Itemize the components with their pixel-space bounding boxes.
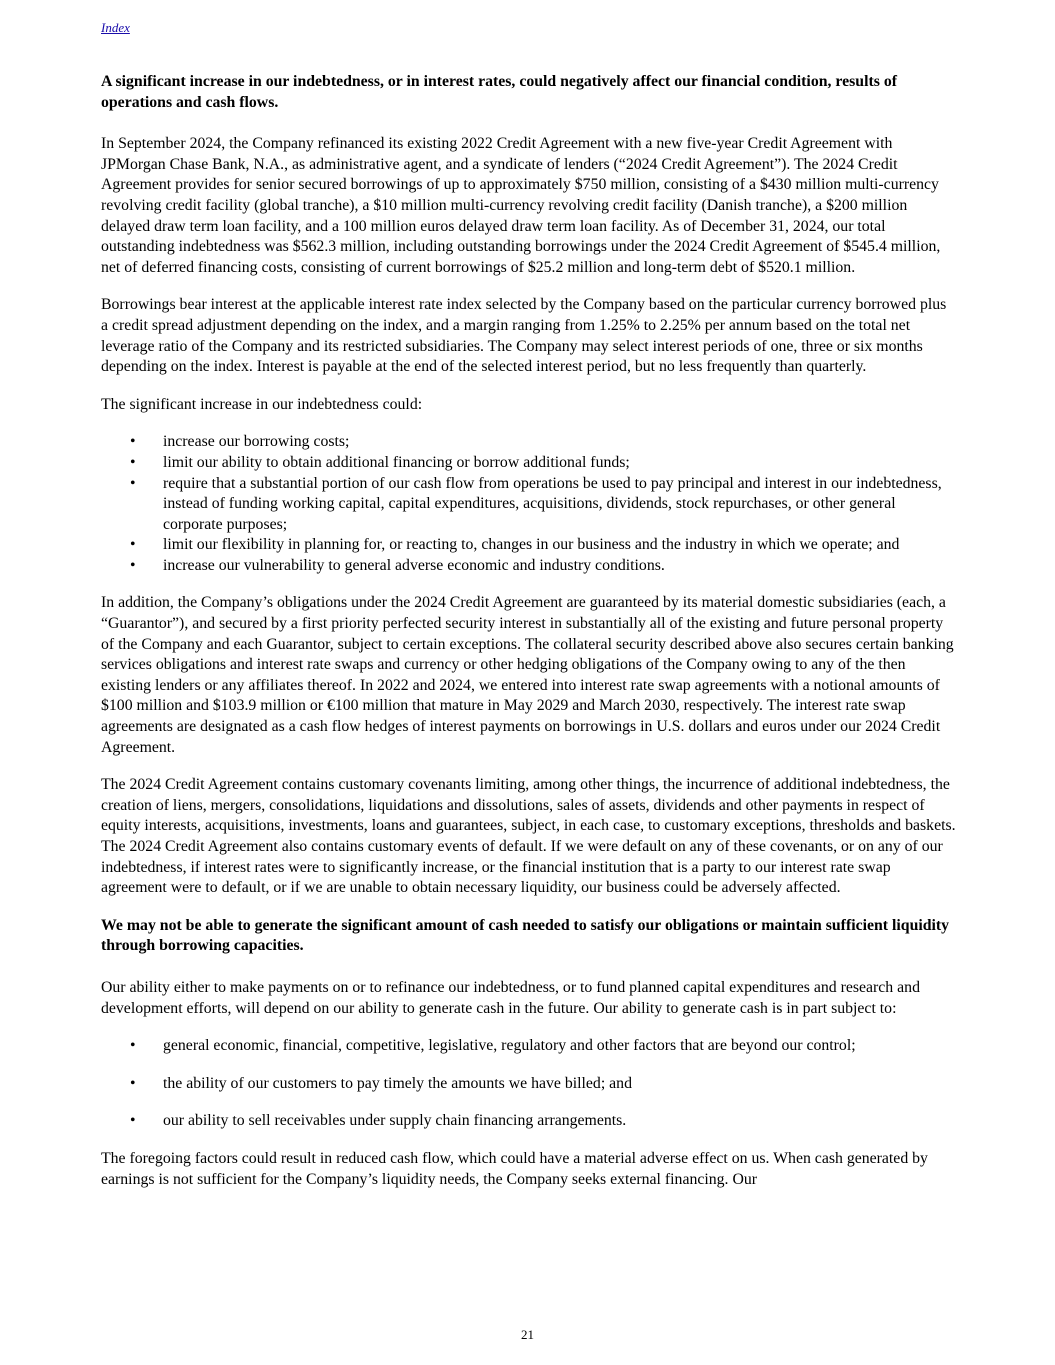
paragraph-closing: The foregoing factors could result in reduced cash flow, which could have a material adverse effect on us. When cash generated by earnings is not sufficient for the Company’s liquidity needs, the Company seeks external financing. Our [101,1149,928,1188]
bullet-icon: • [130,1037,136,1055]
list-item: • limit our flexibility in planning for, or reacting to, changes in our business and the industry in which we operate; and [101,535,956,556]
bullet-icon: • [130,1112,136,1130]
paragraph-credit-agreement: In September 2024, the Company refinanced its existing 2022 Credit Agreement with a new five-year Credit Agreement with JPMorgan Chase Bank, N.A., as administrative agent, and a syndicate of lenders (“2024 Credit Agreement”). The 2024 Credit Agreement provides for senior secured borrowings of up to approximately $750 million, consisting of a $430 million multi-currency revolving credit facility (global tranche), a $10 million multi-currency revolving credit facility (Danish tranche), a $200 million delayed draw term loan facility, and a 100 million euros delayed draw term loan facility. As of December 31, 2024, our total outstanding indebtedness was $562.3 million, including outstanding borrowings under the 2024 Credit Agreement of $545.4 million, net of deferred financing costs, consisting of current borrowings of $25.2 million and long-term debt of $520.1 million. [101,135,941,276]
paragraph-cash-generation: Our ability either to make payments on or to refinance our indebtedness, or to fund planned capital expenditures and research and development efforts, will depend on our ability to generate cash in the future. Our ability to generate cash is in part subject to: [101,978,920,1017]
list-item: • the ability of our customers to pay timely the amounts we have billed; and [101,1074,956,1095]
list-item: • limit our ability to obtain additional financing or borrow additional funds; [101,453,956,474]
indebtedness-risk-list [101,432,956,576]
cash-factor-list [101,1036,956,1132]
list-item: • increase our vulnerability to general adverse economic and industry conditions. [101,556,956,577]
bullet-icon: • [130,536,136,554]
list-item: • require that a substantial portion of our cash flow from operations be used to pay principal and interest in our indebtedness, instead of funding working capital, capital expenditures, acquisitions, dividends, stock repurchases, or other general corporate purposes; [130,474,942,533]
page-number: 21 [521,1327,534,1342]
list-item: • general economic, financial, competitive, legislative, regulatory and other factors that are beyond our control; [101,1036,956,1057]
list-item: • increase our borrowing costs; [101,432,956,453]
paragraph-interest: Borrowings bear interest at the applicable interest rate index selected by the Company based on the particular currency borrowed plus a credit spread adjustment depending on the index, and a margin ranging from 1.25% to 2.25% per annum based on the total net leverage ratio of the Company and its restricted subsidiaries. The Company may select interest periods of one, three or six months depending on the index. Interest is payable at the end of the selected interest period, but no less frequently than quarterly. [101,296,947,376]
paragraph-intro-list: The significant increase in our indebtedness could: [101,395,423,413]
bullet-icon: • [130,556,136,574]
paragraph-covenants: The 2024 Credit Agreement contains customary covenants limiting, among other things, the incurrence of additional indebtedness, the creation of liens, mergers, consolidations, liquidations and dissolutions, sales of assets, dividends and other payments in respect of equity interests, acquisitions, investments, loans and guarantees, subject, in each case, to customary exceptions, thresholds and baskets. The 2024 Credit Agreement also contains customary events of default. If we were default on any of these covenants, or on any of our indebtedness, if interest rates were to significantly increase, or the financial institution that is a party to our interest rate swap agreement were to default, or if we are unable to obtain necessary liquidity, our business could be adversely affected. [101,776,956,897]
bullet-icon: • [130,474,136,492]
list-item: • our ability to sell receivables under supply chain financing arrangements. [101,1111,956,1132]
bullet-icon: • [130,1074,136,1092]
bullet-icon: • [130,433,136,451]
document-body [101,72,956,1207]
paragraph-guarantors: In addition, the Company’s obligations under the 2024 Credit Agreement are guaranteed by its material domestic subsidiaries (each, a “Guarantor”), and secured by a first priority perfected security interest in substantially all of the existing and future personal property of the Company and each Guarantor, subject to certain exceptions. The collateral security described above also secures certain banking services obligations and interest rate swaps and currency or other hedging obligations of the Company owing to any of the then existing lenders or any affiliates thereof. In 2022 and 2024, we entered into interest rate swap agreements with a notional amounts of $100 million and $103.9 million or €100 million that mature in May 2029 and March 2030, respectively. The interest rate swap agreements are designated as a cash flow hedges of interest payments on borrowings in U.S. dollars and euros under our 2024 Credit Agreement. [101,594,954,756]
bullet-icon: • [130,453,136,471]
section-heading-indebtedness: A significant increase in our indebtedness, or in interest rates, could negatively affect our financial condition, results of operations and cash flows. [101,73,897,111]
section-heading-liquidity: We may not be able to generate the significant amount of cash needed to satisfy our obligations or maintain sufficient liquidity through borrowing capacities. [101,916,950,955]
index-link[interactable]: Index [101,20,130,35]
